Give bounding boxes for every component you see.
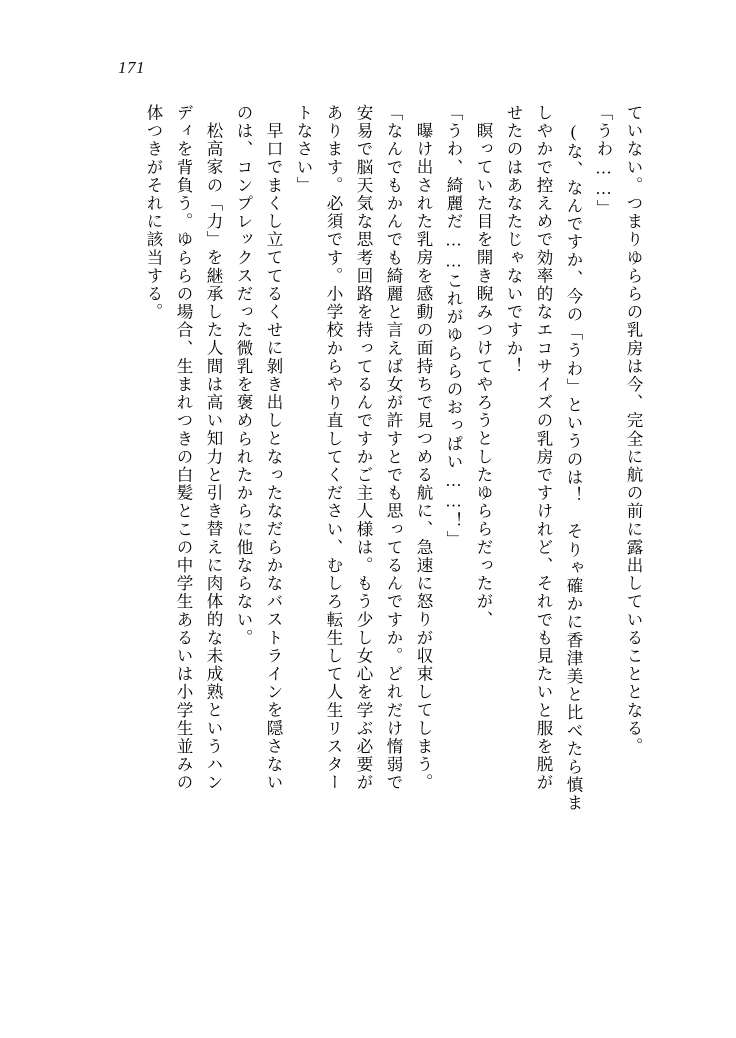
text-column: (な、なんですか、今の「うわ」というのは！ そりゃ確かに香津美と比べたら慎ま [564, 122, 583, 813]
text-column: 安易で脳天気な思考回路を持ってるんですかご主人様は。もう少し女心を学ぶ必要が [354, 104, 373, 792]
text-column: しやかで控えめで効率的なエコサイズの乳房ですけれど、それでも見たいと服を脱が [534, 104, 553, 792]
text-column: ディを背負う。ゆららの場合、生まれつきの白髪とこの中学生あるいは小学生並みの [174, 104, 193, 792]
text-column: 「なんでもかんでも綺麗と言えば女が許すとでも思ってるんですか。どれだけ惰弱で [384, 104, 403, 792]
text-column: ていない。つまりゆららの乳房は今、完全に航の前に露出していることとなる。 [624, 104, 643, 756]
page-number: 171 [118, 58, 145, 77]
text-column: 瞑っていた目を開き睨みつけてやろうとしたゆららだったが、 [474, 122, 493, 629]
text-column: 「うわ……」 [594, 104, 613, 218]
text-column: 早口でまくし立ててるくせに剝き出しとなったなだらかなバストラインを隠さない [264, 122, 283, 792]
text-column: のは、コンプレックスだった微乳を褒められたからに他ならない。 [234, 104, 253, 647]
text-column: 松高家の「力」を継承した人間は高い知力と引き替えに肉体的な未成熟というハン [204, 122, 223, 792]
text-column: あります。必須です。小学校からやり直してください、むしろ転生して人生リスター [324, 104, 343, 792]
text-column: せたのはあなたじゃないですか！ [504, 104, 523, 376]
text-column: 「うわ、綺麗だ……これがゆららのおっぱい……！」 [444, 104, 463, 549]
text-column: トなさい」 [294, 104, 313, 195]
text-column: 体つきがそれに該当する。 [144, 104, 163, 322]
vertical-text-block [90, 104, 648, 984]
text-column: 曝け出された乳房を感動の面持ちで見つめる航に、急速に怒りが収束してしまう。 [414, 122, 433, 792]
